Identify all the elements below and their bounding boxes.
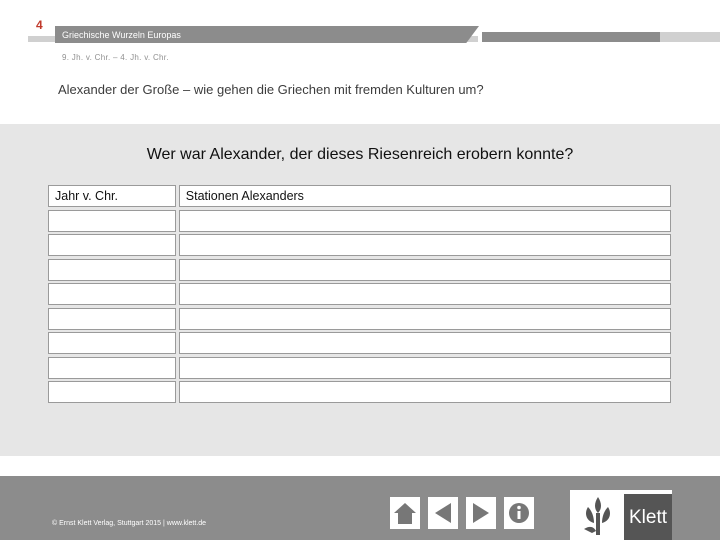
station-cell[interactable] [179, 210, 671, 232]
year-cell[interactable] [48, 283, 176, 305]
table-row [48, 356, 672, 381]
year-cell[interactable] [48, 332, 176, 354]
copyright-text: © Ernst Klett Verlag, Stuttgart 2015 | www.klett.de [52, 520, 207, 527]
station-cell[interactable] [179, 308, 671, 330]
table-row [48, 258, 672, 283]
header-subtitle: 9. Jh. v. Chr. – 4. Jh. v. Chr. [62, 53, 169, 62]
clover-logo-icon [574, 493, 622, 539]
table-row [48, 233, 672, 258]
table-row [48, 307, 672, 332]
section-title: Griechische Wurzeln Europas [62, 30, 181, 40]
table-row [48, 331, 672, 356]
station-cell[interactable] [179, 332, 671, 354]
worksheet-table [48, 184, 672, 405]
header-accent-line [660, 32, 720, 42]
station-cell[interactable] [179, 283, 671, 305]
previous-button[interactable] [428, 497, 458, 529]
year-cell[interactable] [48, 381, 176, 403]
arrow-left-icon [431, 501, 455, 525]
page-title: Alexander der Große – wie gehen die Griechen mit fremden Kulturen um? [58, 82, 484, 97]
header-accent-bar [482, 32, 660, 42]
table-row [48, 380, 672, 405]
home-button[interactable] [390, 497, 420, 529]
station-cell[interactable] [179, 381, 671, 403]
table-header-row [48, 184, 672, 209]
column-header-stations: Stationen Alexanders [179, 185, 671, 207]
column-header-year: Jahr v. Chr. [48, 185, 176, 207]
station-cell[interactable] [179, 357, 671, 379]
page-number: 4 [36, 18, 43, 32]
worksheet-heading: Wer war Alexander, der dieses Riesenreich erobern konnte? [146, 146, 574, 163]
year-cell[interactable] [48, 210, 176, 232]
table-row [48, 209, 672, 234]
table-row [48, 282, 672, 307]
year-cell[interactable] [48, 357, 176, 379]
next-button[interactable] [466, 497, 496, 529]
year-cell[interactable] [48, 259, 176, 281]
info-icon [507, 501, 531, 525]
arrow-right-icon [469, 501, 493, 525]
info-button[interactable] [504, 497, 534, 529]
logo-wordmark: Klett [628, 507, 668, 528]
home-icon [392, 500, 418, 526]
station-cell[interactable] [179, 234, 671, 256]
station-cell[interactable] [179, 259, 671, 281]
year-cell[interactable] [48, 234, 176, 256]
year-cell[interactable] [48, 308, 176, 330]
